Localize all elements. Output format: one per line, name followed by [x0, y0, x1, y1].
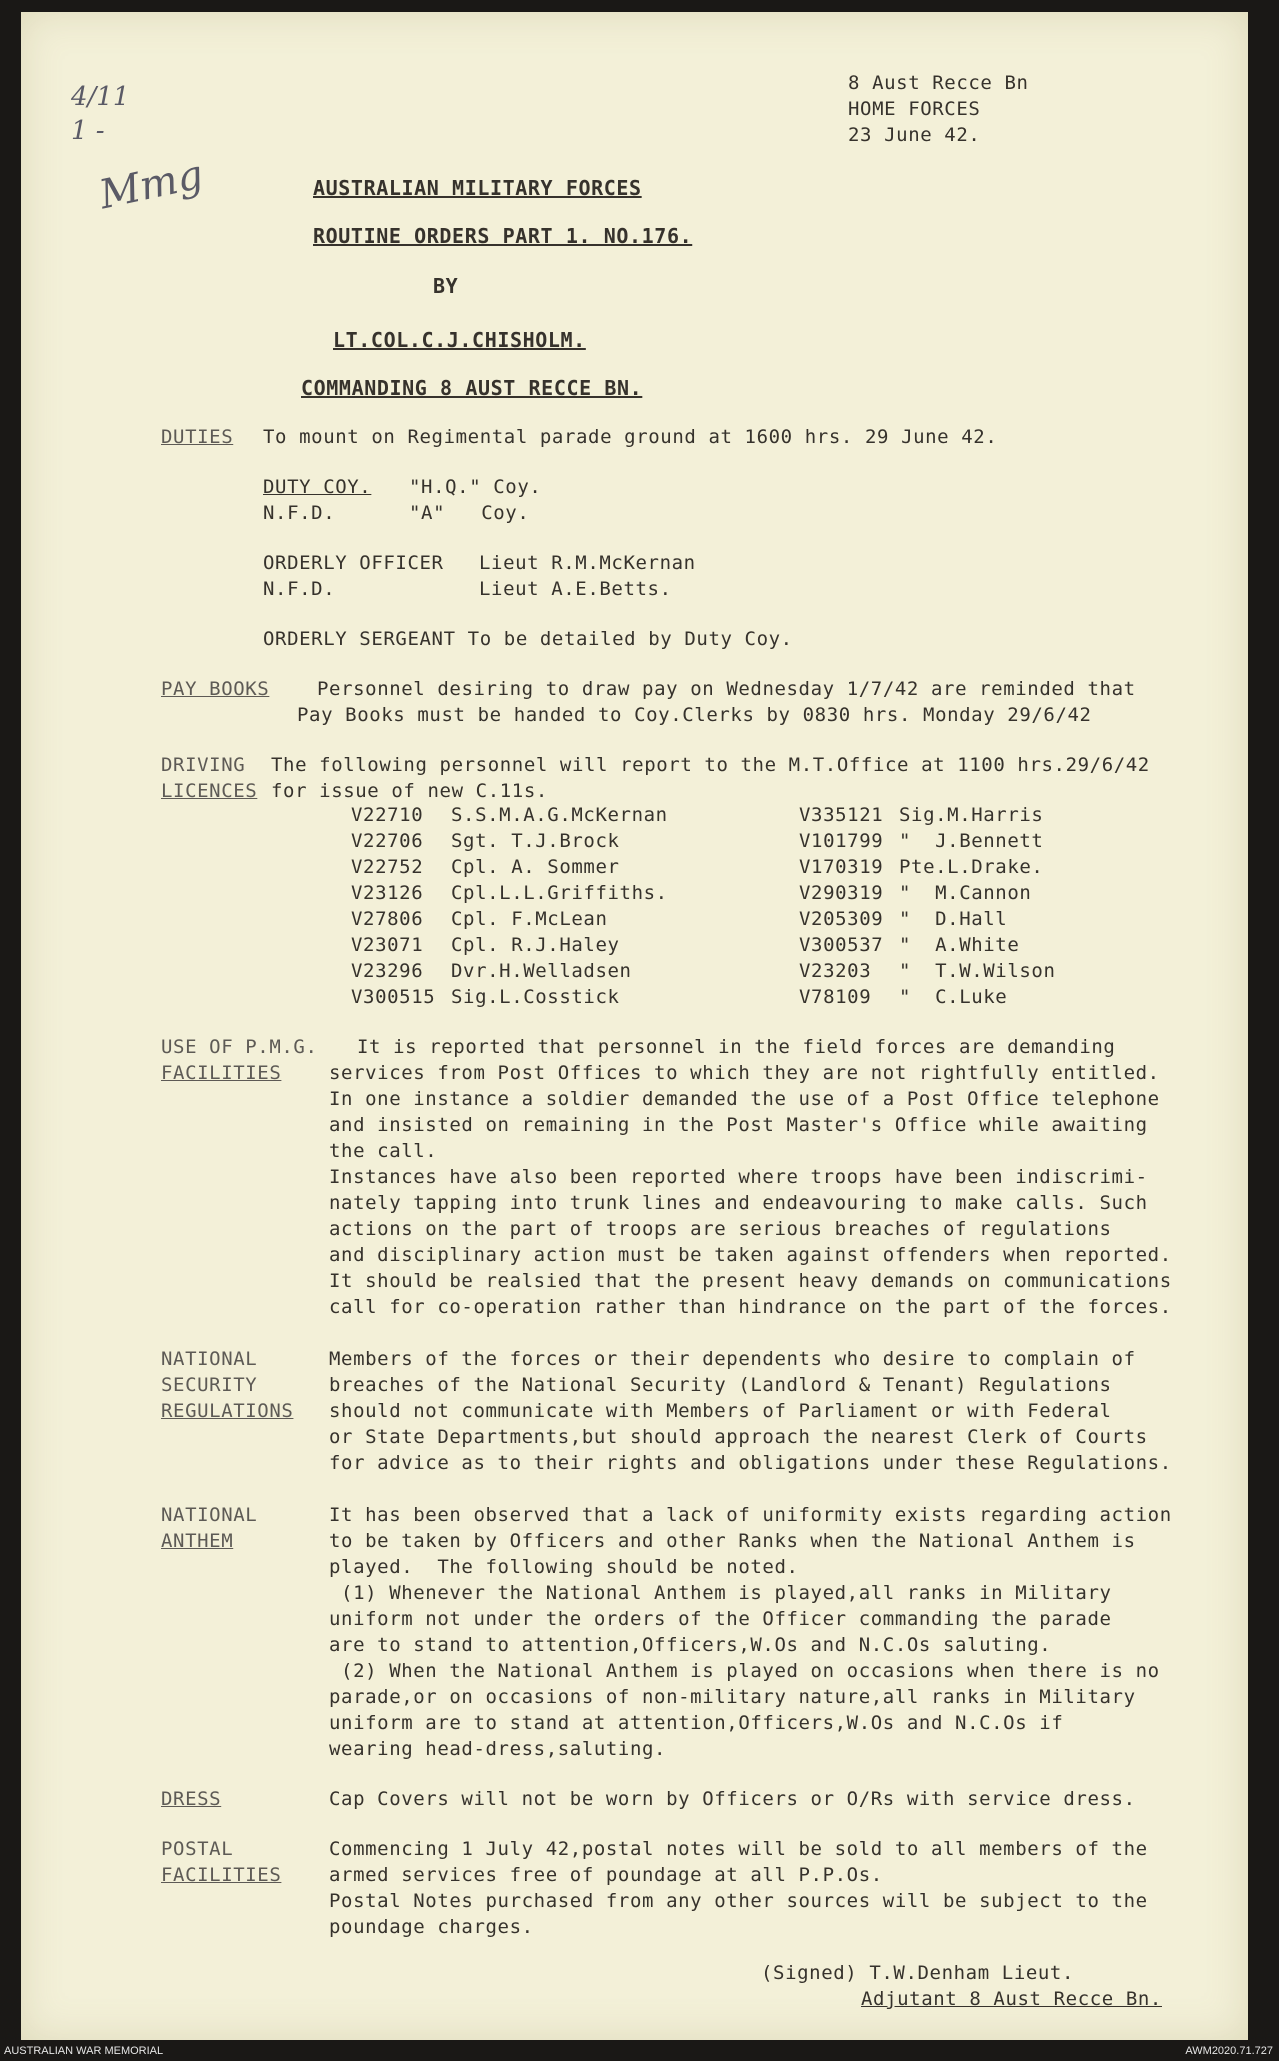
paragraph-line: Postal Notes purchased from any other sources will be subject to the [329, 1890, 1148, 1912]
paragraph-line: It is reported that personnel in the field forces are demanding [357, 1036, 1116, 1058]
handwritten-initials: Mmg [95, 151, 208, 219]
paragraph-line: or State Departments,but should approach the nearest Clerk of Courts [329, 1426, 1148, 1448]
list-item: V23071 [351, 934, 424, 956]
nfd2-value: Lieut A.E.Betts. [479, 578, 672, 600]
nfd1-value: "A" Coy. [409, 502, 530, 524]
orderly-sergeant: ORDERLY SERGEANT To be detailed by Duty Coy. [263, 628, 793, 650]
paragraph-line: to be taken by Officers and other Ranks when the National Anthem is [329, 1530, 1136, 1552]
list-item: " D.Hall [899, 908, 1008, 930]
list-item: V23126 [351, 882, 424, 904]
paragraph-line: the call. [329, 1140, 438, 1162]
pay-books-line-1: Personnel desiring to draw pay on Wednesday 1/7/42 are reminded that [317, 678, 1136, 700]
nfd2-label: N.F.D. [263, 578, 336, 600]
list-item: V27806 [351, 908, 424, 930]
list-item: V22752 [351, 856, 424, 878]
list-item: V101799 [799, 830, 884, 852]
paragraph-line: played. The following should be noted. [329, 1556, 799, 1578]
title-line-4: LT.COL.C.J.CHISHOLM. [333, 328, 586, 352]
list-item: Cpl. A. Sommer [451, 856, 620, 878]
list-item: Dvr.H.Welladsen [451, 960, 632, 982]
paragraph-line: for advice as to their rights and obligations under these Regulations. [329, 1452, 1172, 1474]
list-item: " J.Bennett [899, 830, 1044, 852]
anthem-heading-2: ANTHEM [161, 1530, 234, 1552]
security-heading-2: SECURITY [161, 1374, 258, 1396]
paragraph-line: and disciplinary action must be taken against offenders when reported. [329, 1244, 1172, 1266]
list-item: V170319 [799, 856, 884, 878]
list-item: Sgt. T.J.Brock [451, 830, 620, 852]
pmg-heading-1: USE OF P.M.G. [161, 1036, 318, 1058]
list-item: V23203 [799, 960, 872, 982]
title-line-5: COMMANDING 8 AUST RECCE BN. [301, 376, 643, 400]
signature-line-2: Adjutant 8 Aust Recce Bn. [861, 1988, 1162, 2010]
pay-books-line-2: Pay Books must be handed to Coy.Clerks by 0830 hrs. Monday 29/6/42 [297, 704, 1092, 726]
list-item: V22706 [351, 830, 424, 852]
paragraph-line: nately tapping into trunk lines and endeavouring to make calls. Such [329, 1192, 1148, 1214]
pmg-heading-2: FACILITIES [161, 1062, 282, 1084]
paragraph-line: actions on the part of troops are serious breaches of regulations [329, 1218, 1112, 1240]
paragraph-line: breaches of the National Security (Landlord & Tenant) Regulations [329, 1374, 1112, 1396]
paragraph-line: parade,or on occasions of non-military nature,all ranks in Military [329, 1686, 1136, 1708]
list-item: " A.White [899, 934, 1020, 956]
orderly-officer-value: Lieut R.M.McKernan [479, 552, 696, 574]
paragraph-line: should not communicate with Members of Parliament or with Federal [329, 1400, 1112, 1422]
postal-heading-2: FACILITIES [161, 1864, 282, 1886]
title-line-3: BY [433, 274, 459, 298]
paragraph-line: poundage charges. [329, 1916, 534, 1938]
duties-heading: DUTIES [161, 426, 234, 448]
paragraph-line: Members of the forces or their dependents who desire to complain of [329, 1348, 1136, 1370]
list-item: " C.Luke [899, 986, 1008, 1008]
security-heading-3: REGULATIONS [161, 1400, 294, 1422]
paragraph-line: (2) When the National Anthem is played on occasions when there is no [329, 1660, 1160, 1682]
anthem-heading-1: NATIONAL [161, 1504, 258, 1526]
list-item: Pte.L.Drake. [899, 856, 1044, 878]
paragraph-line: It should be realsied that the present heavy demands on communications [329, 1270, 1172, 1292]
document-page [21, 12, 1248, 2040]
header-unit: 8 Aust Recce Bn [848, 72, 1029, 94]
dress-heading: DRESS [161, 1788, 222, 1810]
list-item: " M.Cannon [899, 882, 1032, 904]
duty-coy-value: "H.Q." Coy. [409, 476, 542, 498]
nfd1-label: N.F.D. [263, 502, 336, 524]
list-item: Sig.M.Harris [899, 804, 1044, 826]
list-item: V23296 [351, 960, 424, 982]
security-heading-1: NATIONAL [161, 1348, 258, 1370]
paragraph-line: are to stand to attention,Officers,W.Os and N.C.Os saluting. [329, 1634, 1052, 1656]
paragraph-line: uniform not under the orders of the Officer commanding the parade [329, 1608, 1112, 1630]
postal-heading-1: POSTAL [161, 1838, 234, 1860]
footer-reference: AWM2020.71.727 [1185, 2045, 1273, 2057]
list-item: V22710 [351, 804, 424, 826]
paragraph-line: and insisted on remaining in the Post Master's Office while awaiting [329, 1114, 1148, 1136]
list-item: V300515 [351, 986, 436, 1008]
handwritten-marks: 4/11 1 - [71, 82, 130, 146]
list-item: Cpl. R.J.Haley [451, 934, 620, 956]
paragraph-line: In one instance a soldier demanded the use of a Post Office telephone [329, 1088, 1160, 1110]
duty-coy-label: DUTY COY. [263, 476, 372, 498]
list-item: " T.W.Wilson [899, 960, 1056, 982]
list-item: V335121 [799, 804, 884, 826]
driving-line-2: for issue of new C.11s. [271, 780, 548, 802]
list-item: V78109 [799, 986, 872, 1008]
title-line-1: AUSTRALIAN MILITARY FORCES [313, 176, 642, 200]
signature-line-1: (Signed) T.W.Denham Lieut. [761, 1962, 1075, 1984]
paragraph-line: services from Post Offices to which they are not rightfully entitled. [329, 1062, 1160, 1084]
list-item: Cpl. F.McLean [451, 908, 608, 930]
paragraph-line: (1) Whenever the National Anthem is played,all ranks in Military [329, 1582, 1112, 1604]
orderly-officer-label: ORDERLY OFFICER [263, 552, 444, 574]
paragraph-line: armed services free of poundage at all P.P.Os. [329, 1864, 883, 1886]
paragraph-line: call for co-operation rather than hindrance on the part of the forces. [329, 1296, 1172, 1318]
pay-books-heading: PAY BOOKS [161, 678, 270, 700]
list-item: V205309 [799, 908, 884, 930]
list-item: V290319 [799, 882, 884, 904]
paragraph-line: Commencing 1 July 42,postal notes will be sold to all members of the [329, 1838, 1148, 1860]
driving-line-1: The following personnel will report to the M.T.Office at 1100 hrs.29/6/42 [271, 754, 1150, 776]
list-item: V300537 [799, 934, 884, 956]
driving-heading-1: DRIVING [161, 754, 246, 776]
header-date: 23 June 42. [848, 124, 981, 146]
paragraph-line: Instances have also been reported where troops have been indiscrimi- [329, 1166, 1148, 1188]
header-forces: HOME FORCES [848, 98, 981, 120]
list-item: S.S.M.A.G.McKernan [451, 804, 668, 826]
list-item: Cpl.L.L.Griffiths. [451, 882, 668, 904]
dress-text: Cap Covers will not be worn by Officers or O/Rs with service dress. [329, 1788, 1136, 1810]
paragraph-line: wearing head-dress,saluting. [329, 1738, 667, 1760]
duties-text: To mount on Regimental parade ground at 1600 hrs. 29 June 42. [263, 426, 998, 448]
footer-credit: AUSTRALIAN WAR MEMORIAL [4, 2045, 164, 2057]
title-line-2: ROUTINE ORDERS PART 1. NO.176. [313, 224, 693, 248]
paragraph-line: uniform are to stand at attention,Officers,W.Os and N.C.Os if [329, 1712, 1064, 1734]
list-item: Sig.L.Cosstick [451, 986, 620, 1008]
driving-heading-2: LICENCES [161, 780, 258, 802]
paragraph-line: It has been observed that a lack of uniformity exists regarding action [329, 1504, 1172, 1526]
